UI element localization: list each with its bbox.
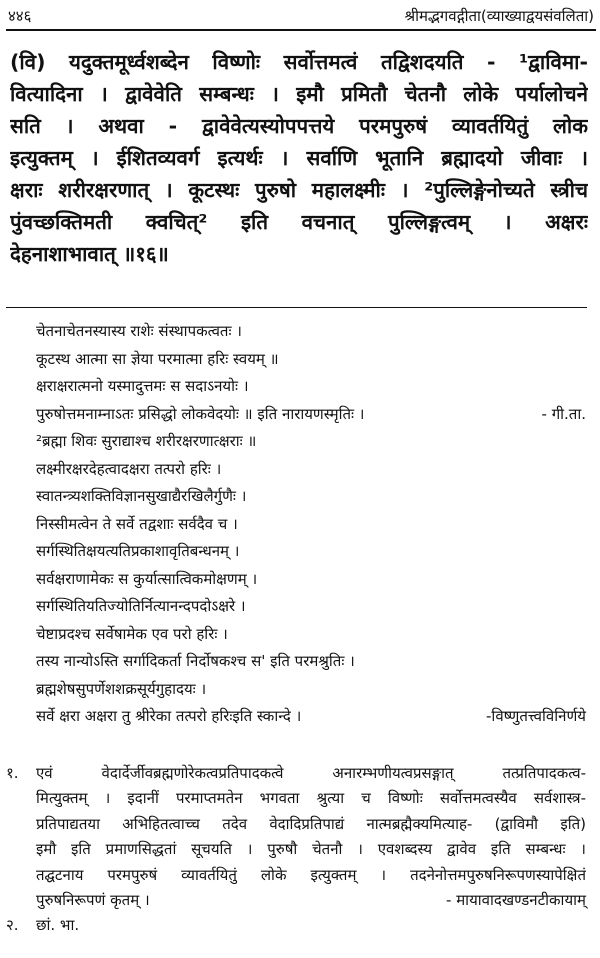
footnote-number: २.: [6, 916, 19, 935]
verse-text: कूटस्थ आत्मा सा ज्ञेया परमात्मा हरिः स्वयम् ॥: [36, 349, 279, 368]
page-header: [8, 4, 594, 28]
verse-line: [36, 703, 586, 731]
verse-text: तस्य नान्योऽस्ति सर्गादिकर्ता निर्दोषकश्च स' इति परमश्रुतिः ।: [36, 652, 355, 670]
verse-line: [36, 511, 586, 539]
verse-text: सर्गस्थितिक्षयत्यतिप्रकाशावृतिबन्धनम् ।: [36, 542, 240, 560]
footnote-text: इमौ इति प्रमाणसिद्धतां सूचयति । पुरुषौ चेतनौ । एवशब्दस्य द्वावेव इति सम्बन्धः ।: [36, 840, 586, 859]
footnote-text: तद्घटनाय परमपुरुषं व्यावर्तयितुं लोके इत्युक्तम् । तदनेनोत्तमपुरुषनिरूपणस्यापेक्षितं: [36, 865, 586, 884]
verse-text: सर्गस्थितियतिज्योतिर्नित्यानन्दपदोऽक्षरे ।: [36, 597, 246, 615]
verse-text: चेष्टाप्रदश्च सर्वेषामेक एव परो हरिः ।: [36, 624, 228, 643]
footnote-text: एवं वेदार्देर्जीवब्रह्मणोरेकत्वप्रतिपादकत्वे अनारम्भणीयत्वप्रसङ्गात् तत्प्रतिपादकत्व-: [36, 764, 586, 782]
main-commentary: [10, 46, 588, 270]
main-text-line: पुंवच्छक्तिमती क्वचित्² इति वचनात् पुल्लिङ्गत्वम् । अक्षरः: [10, 210, 588, 234]
verse-text: स्वातन्त्र्यशक्तिविज्ञानसुखाद्यैरखिलैर्गुणैः ।: [36, 487, 247, 505]
verse-source: [578, 373, 586, 401]
main-text-line: सति । अथवा - द्वावेवेत्यस्योपपत्तये परमपुरुषं व्यावर्तयितुं लोक: [10, 114, 588, 138]
verse-line: [36, 648, 586, 676]
verse-text: चेतनाचेतनस्यास्य राशेः संस्थापकत्वतः ।: [36, 322, 242, 340]
footnote-line: [6, 863, 586, 888]
verse-source: [578, 676, 586, 704]
footnote-text: मित्युक्तम् । इदानीं परमाप्तमतेन भगवता श्रुत्या च विष्णोः सर्वोत्तमत्वस्यैव सर्वशास्त्र-: [36, 789, 586, 808]
verse-text: सर्वे क्षरा अक्षरा तु श्रीरेका तत्परो हरिःइति स्कान्दे ।: [36, 707, 302, 725]
quoted-verses: [36, 318, 586, 731]
footnote-line: [6, 786, 586, 811]
verse-source: [578, 318, 586, 346]
footnote-line: [6, 913, 586, 938]
footnote-line: [6, 812, 586, 837]
main-text-line: इत्युक्तम् । ईशितव्यवर्ग इत्यर्थः । सर्वाणि भूतानि ब्रह्मादयो जीवाः ।: [10, 146, 588, 170]
verse-line: [36, 566, 586, 594]
verse-source: [578, 428, 586, 456]
main-text-line: वित्यादिना । द्वावेवेति सम्बन्धः । इमौ प्रमितौ चेतनौ लोके पर्यालोचने: [10, 82, 588, 106]
verse-text: लक्ष्मीरक्षरदेहत्वादक्षरा तत्परो हरिः ।: [36, 459, 222, 478]
verse-source: [578, 648, 586, 676]
verse-line: [36, 676, 586, 704]
footnote-line: [6, 888, 586, 913]
footnote-number: १.: [6, 764, 19, 782]
verse-source: [578, 346, 586, 374]
main-text-line: (वि) यदुक्तमूर्ध्वशब्देन विष्णोः सर्वोत्तमत्वं तद्विशदयति - ¹द्वाविमा-: [10, 50, 588, 74]
header-rule: [6, 29, 596, 31]
footnote-rule: [6, 307, 587, 308]
footnote-source: - मायावादखण्डनटीकायाम्: [446, 890, 586, 909]
footnote-text: प्रतिपाद्यतया अभिहितत्वाच्च तदेव वेदादिप्रतिपाद्यं नात्मब्रह्मैक्यमित्याह- (द्वाविमौ इति): [36, 814, 586, 833]
verse-text: निस्सीमत्वेन ते सर्वे तद्वशाः सर्वदैव च ।: [36, 514, 238, 533]
verse-source: [578, 621, 586, 649]
verse-source: [578, 593, 586, 621]
verse-line: [36, 483, 586, 511]
verse-line: [36, 346, 586, 374]
main-text-line: क्षराः शरीरक्षरणात् । कूटस्थः पुरुषो महालक्ष्मीः । ²पुल्लिङ्गेनोच्यते स्त्रीच: [10, 178, 588, 202]
footnote-text: पुरुषनिरूपणं कृतम् ।: [36, 890, 150, 909]
running-title: श्रीमद्भगवद्गीता(व्याख्याद्वयसंवलिता): [404, 7, 594, 25]
verse-source: [578, 566, 586, 594]
verse-line: [36, 538, 586, 566]
verse-line: [36, 456, 586, 484]
verse-line: [36, 593, 586, 621]
verse-text: सर्वक्षराणामेकः स कुर्यात्सात्विकमोक्षणम् ।: [36, 569, 258, 588]
verse-source: [578, 456, 586, 484]
main-text-line: देहनाशाभावात् ॥१६॥: [10, 242, 169, 266]
verse-text: ब्रह्मशेषसुपर्णेशशक्रसूर्यगुहादयः ।: [36, 679, 207, 698]
verse-line: [36, 401, 586, 429]
verse-source: [578, 483, 586, 511]
verse-line: [36, 428, 586, 456]
verse-source: - गी.ता.: [541, 404, 586, 423]
verse-text: पुरुषोत्तमनाम्नाऽतः प्रसिद्धो लोकवेदयोः ॥ इति नारायणस्मृतिः ।: [36, 404, 365, 423]
verse-text: ²ब्रह्मा शिवः सुराद्याश्च शरीरक्षरणात्क्षराः ॥: [36, 432, 257, 450]
verse-source: [578, 511, 586, 539]
verse-line: [36, 318, 586, 346]
page-number: ४४६: [8, 7, 32, 25]
verse-line: [36, 621, 586, 649]
verse-source: -विष्णुतत्त्वविनिर्णये: [486, 707, 586, 725]
verse-text: क्षराक्षरात्मनो यस्मादुत्तमः स सदाऽनयोः ।: [36, 377, 249, 395]
footnote-line: [6, 761, 586, 786]
verse-line: [36, 373, 586, 401]
footnote-line: [6, 837, 586, 862]
verse-source: [578, 538, 586, 566]
footnotes: [6, 761, 586, 939]
footnote-text: छां. भा.: [36, 916, 80, 935]
